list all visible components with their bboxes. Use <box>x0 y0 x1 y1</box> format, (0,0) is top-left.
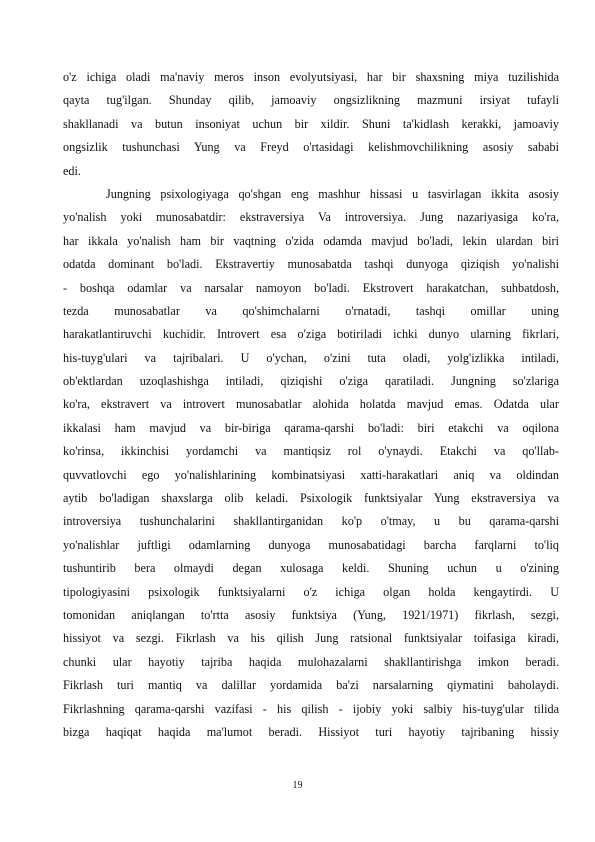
text-line: qayta tug'ilgan. Shunday qilib, jamoaviy ongsizlikning mazmuni irsiyat tufayli <box>63 93 559 108</box>
text-line: bizga haqiqat haqida ma'lumot beradi. Hissiyot turi hayotiy tajribaning hissiy <box>63 724 559 739</box>
text-line: ikkalasi ham mavjud va bir-biriga qarama-qarshi bo'ladi: biri etakchi va oqilona <box>63 420 559 435</box>
text-line: harakatlantiruvchi kuchidir. Introvert esa o'ziga botiriladi ichki dunyo ularning fikrlari, <box>63 327 559 342</box>
paragraph-first-line: Jungning psixologiyaga qo'shgan eng mashhur hissasi u tasvirlagan ikkita asosiy <box>106 186 559 201</box>
text-line: introversiya tushunchalarini shakllantirganidan ko'p o'tmay, u bu qarama-qarshi <box>63 514 559 529</box>
page-number: 19 <box>292 780 303 791</box>
text-line: odatda dominant bo'ladi. Ekstravertiy munosabatda tashqi dunyoga qiziqish yo'nalishi <box>63 257 559 272</box>
body-text <box>63 66 559 744</box>
text-line: tushuntirib bera olmaydi degan xulosaga keldi. Shuning uchun u o'zining <box>63 561 559 576</box>
text-line: tipologiyasini psixologik funktsiyalarni o'z ichiga olgan holda kengaytirdi. U <box>63 584 559 599</box>
text-line: tezda munosabatlar va qo'shimchalarni o'rnatadi, tashqi omillar uning <box>63 303 559 318</box>
text-line: hissiyot va sezgi. Fikrlash va his qilish Jung ratsional funktsiyalar toifasiga kiradi, <box>63 631 559 646</box>
text-line: Fikrlash turi mantiq va dalillar yordamida ba'zi narsalarning qiymatini baholaydi. <box>63 678 559 693</box>
text-line: edi. <box>63 163 81 178</box>
text-line: Fikrlashning qarama-qarshi vazifasi - his qilish - ijobiy yoki salbiy his-tuyg'ular tilida <box>63 701 559 716</box>
text-line: tomonidan aniqlangan to'rtta asosiy funktsiya (Yung, 1921/1971) fikrlash, sezgi, <box>63 607 559 622</box>
text-line: har ikkala yo'nalish ham bir vaqtning o'zida odamda mavjud bo'ladi, lekin ulardan biri <box>63 233 559 248</box>
text-line: his-tuyg'ulari va tajribalari. U o'ychan, o'zini tuta oladi, yolg'izlikka intiladi, <box>63 350 559 365</box>
text-line: ko'ra, ekstravert va introvert munosabatlar alohida holatda mavjud emas. Odatda ular <box>63 397 559 412</box>
text-line: o'z ichiga oladi ma'naviy meros inson evolyutsiyasi, har bir shaxsning miya tuzilishida <box>63 70 559 84</box>
text-line: ob'ektlardan uzoqlashishga intiladi, qiziqishi o'ziga qaratiladi. Jungning so'zlariga <box>63 374 559 389</box>
text-line: yo'nalishlar juftligi odamlarning dunyoga munosabatidagi barcha farqlarni to'liq <box>63 537 559 552</box>
text-line: quvvatlovchi ego yo'nalishlarining kombinatsiyasi xatti-harakatlari aniq va oldindan <box>63 467 559 482</box>
text-line: aytib bo'ladigan shaxslarga olib keladi. Psixologik funktsiyalar Yung ekstraversiya va <box>63 491 559 506</box>
text-line: ongsizlik tushunchasi Yung va Freyd o'rtasidagi kelishmovchilikning asosiy sababi <box>63 140 559 155</box>
text-line: - boshqa odamlar va narsalar namoyon bo'ladi. Ekstrovert harakatchan, suhbatdosh, <box>63 280 559 295</box>
text-line: ko'rinsa, ikkinchisi yordamchi va mantiqsiz rol o'ynaydi. Etakchi va qo'llab- <box>63 444 559 459</box>
text-line: yo'nalish yoki munosabatdir: ekstraversiya Va introversiya. Jung nazariyasiga ko'ra, <box>63 210 559 225</box>
text-line: chunki ular hayotiy tajriba haqida mulohazalarni shakllantirishga imkon beradi. <box>63 654 559 669</box>
text-line: shakllanadi va butun insoniyat uchun bir xildir. Shuni ta'kidlash kerakki, jamoaviy <box>63 116 559 131</box>
